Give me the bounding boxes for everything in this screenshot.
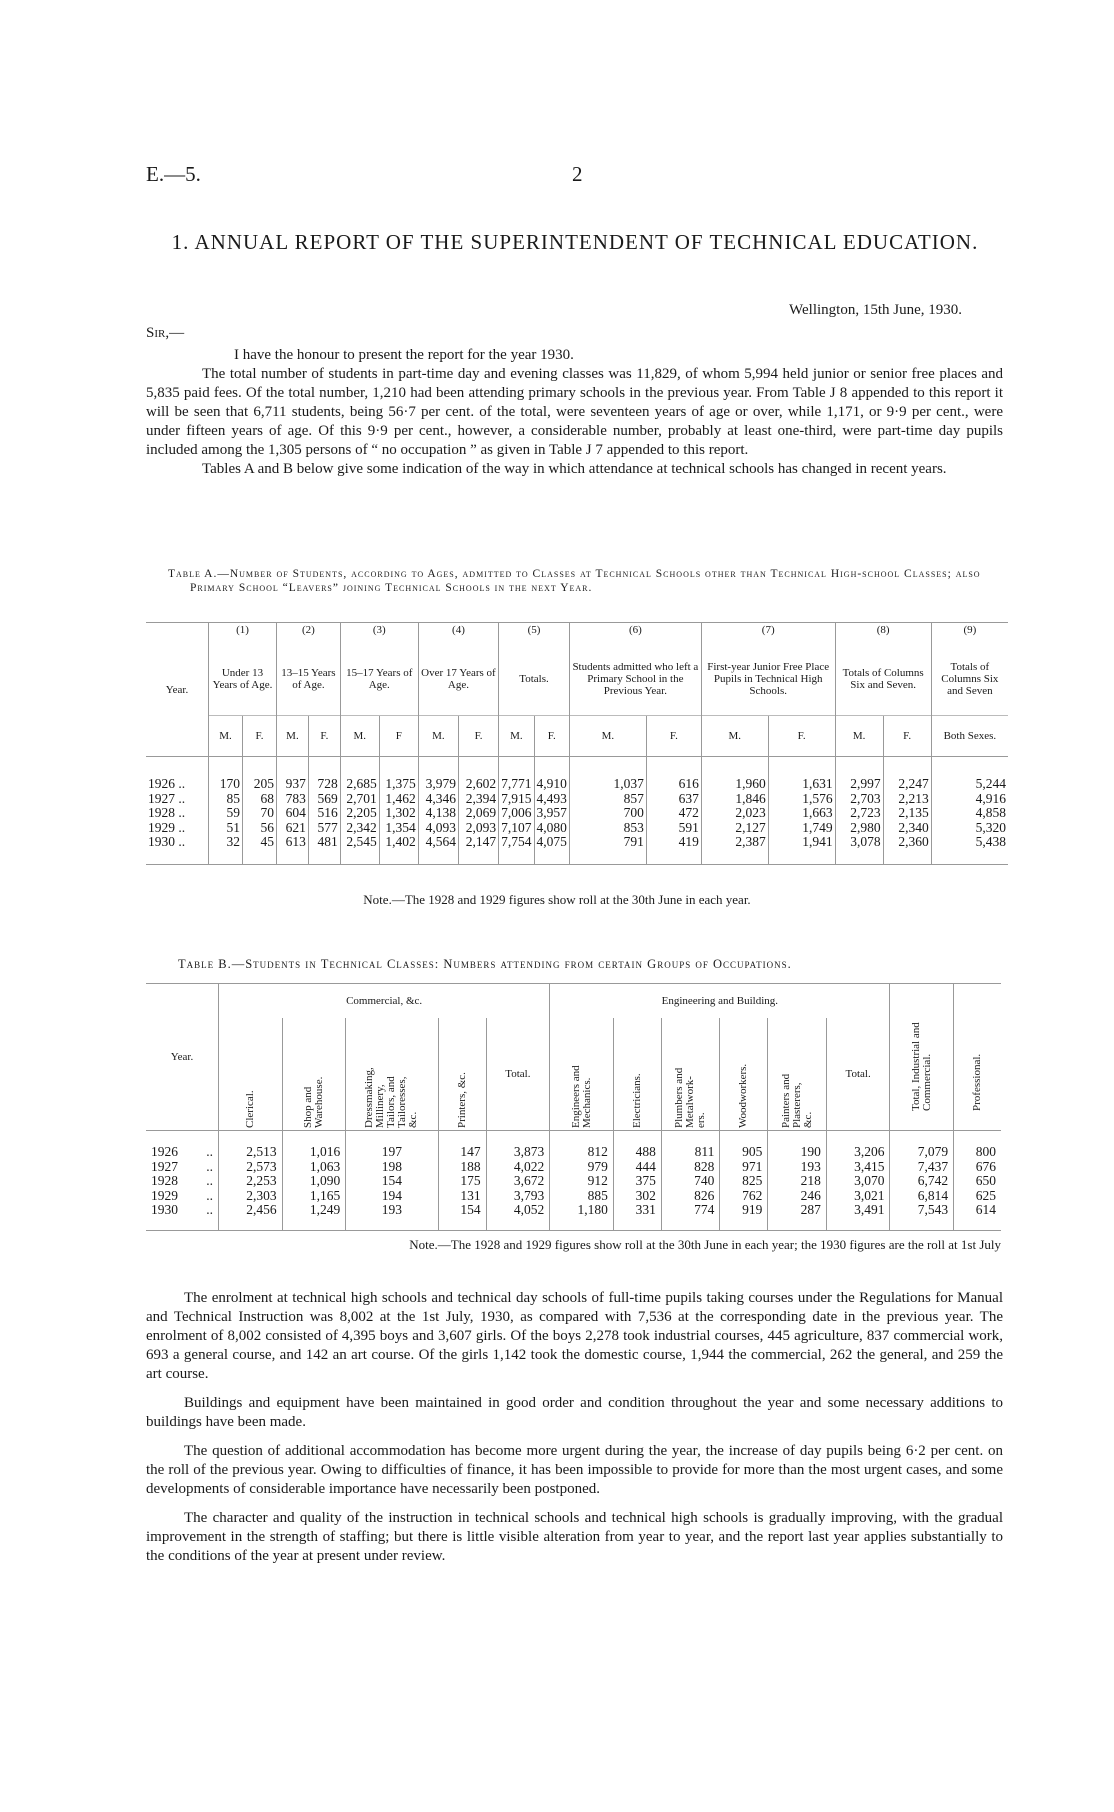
column-number: (3)	[372, 624, 386, 636]
leader-dots: ..	[206, 1187, 213, 1203]
value-cell: 3,873	[486, 1131, 550, 1160]
value-cell: 728	[308, 757, 340, 792]
year-header: Year.	[146, 623, 209, 757]
value-cell: 2,069	[458, 806, 498, 821]
value-cell: 197	[346, 1131, 438, 1160]
column-header	[209, 623, 277, 716]
value-cell: 7,543	[890, 1203, 954, 1230]
value-cell: 2,456	[219, 1203, 283, 1230]
table-row	[146, 1131, 1001, 1160]
year-label: 1930	[151, 1202, 178, 1217]
column-header	[438, 1018, 486, 1131]
value-cell: 488	[613, 1131, 661, 1160]
value-cell: 2,023	[701, 806, 768, 821]
year-cell: 1930 ..	[146, 835, 209, 864]
column-label: Painters and Plasterers, &c.	[779, 1073, 814, 1128]
value-cell: 1,375	[379, 757, 418, 792]
value-cell: 472	[646, 806, 701, 821]
column-header	[931, 623, 1008, 716]
year-label: 1926	[151, 1144, 178, 1159]
paragraph: The total number of students in part-time day and evening classes was 11,829, of whom 5,994 held junior or senior free places and 5,835 paid fees. Of the total number, 1,210 had been attending primary schools in the previous year. From Table J 8 appended to this report it will be seen that 6,711 students, being 56·7 per cent. of the total, were seventeen years of age or over, while 1,171, or 9·9 per cent., were under fifteen years of age. Of this 9·9 per cent., however, a considerable number, probably at least one-third, were part-time day pupils included among the 1,305 persons of “ no occupation ” as given in Table J 7 appended to this report.	[146, 366, 1003, 458]
value-cell: 516	[308, 806, 340, 821]
sex-label: M.	[499, 716, 534, 757]
value-cell: 3,979	[418, 757, 458, 792]
value-cell: 246	[768, 1189, 826, 1204]
value-cell: 4,080	[534, 821, 569, 836]
value-cell: 762	[720, 1189, 768, 1204]
value-cell: 1,749	[768, 821, 835, 836]
value-cell: 2,513	[219, 1131, 283, 1160]
year-header: Year.	[146, 984, 219, 1131]
value-cell: 1,037	[569, 757, 646, 792]
value-cell: 2,205	[340, 806, 379, 821]
sex-label: Both Sexes.	[931, 716, 1008, 757]
table-a-note: Note.—The 1928 and 1929 figures show roll at the 30th June in each year.	[363, 892, 751, 907]
column-title: 15–17 Years of Age.	[346, 667, 413, 691]
column-header	[282, 1018, 346, 1131]
value-cell: 2,394	[458, 792, 498, 807]
value-cell: 419	[646, 835, 701, 864]
value-cell: 175	[438, 1174, 486, 1189]
table-a	[146, 622, 1008, 865]
value-cell: 147	[438, 1131, 486, 1160]
year-cell: 1926 ..	[146, 757, 209, 792]
value-cell: 32	[209, 835, 243, 864]
value-cell: 2,545	[340, 835, 379, 864]
value-cell: 812	[550, 1131, 614, 1160]
value-cell: 3,491	[826, 1203, 890, 1230]
value-cell: 3,672	[486, 1174, 550, 1189]
value-cell: 676	[954, 1160, 1001, 1175]
column-header	[701, 623, 835, 716]
sex-label: F.	[242, 716, 276, 757]
value-cell: 70	[242, 806, 276, 821]
column-header	[276, 623, 340, 716]
value-cell: 3,793	[486, 1189, 550, 1204]
column-number: (5)	[527, 624, 541, 636]
value-cell: 2,340	[883, 821, 931, 836]
column-header	[826, 1018, 890, 1131]
value-cell: 7,107	[499, 821, 534, 836]
column-header	[219, 1018, 283, 1131]
leader-dots: ..	[206, 1144, 213, 1159]
sex-label: F	[379, 716, 418, 757]
sex-label: F.	[646, 716, 701, 757]
sex-label: F.	[458, 716, 498, 757]
value-cell: 1,249	[282, 1203, 346, 1230]
value-cell: 569	[308, 792, 340, 807]
value-cell: 604	[276, 806, 308, 821]
column-title: 13–15 Years of Age.	[281, 667, 336, 691]
column-title: First-year Junior Free Place Pupils in Technical High Schools.	[707, 661, 830, 697]
value-cell: 3,070	[826, 1174, 890, 1189]
value-cell: 1,846	[701, 792, 768, 807]
paragraph: The question of additional accommodation has become more urgent during the year, the increase of day pupils being 6·2 per cent. on the roll of the previous year. Owing to difficulties of finance, it has been impossible to provide for more than the most urgent cases, and some developments of considerable importance have necessarily been postponed.	[146, 1443, 1003, 1497]
value-cell: 591	[646, 821, 701, 836]
value-cell: 194	[346, 1189, 438, 1204]
value-cell: 4,564	[418, 835, 458, 864]
sex-label: F.	[534, 716, 569, 757]
paragraph: I have the honour to present the report for the year 1930.	[234, 347, 574, 363]
value-cell: 59	[209, 806, 243, 821]
sex-label: M.	[569, 716, 646, 757]
column-number: (4)	[452, 624, 465, 636]
value-cell: 1,165	[282, 1189, 346, 1204]
value-cell: 375	[613, 1174, 661, 1189]
value-cell: 616	[646, 757, 701, 792]
sex-label: M.	[209, 716, 243, 757]
table-a-caption: Table A.—Number of Students, according to Ages, admitted to Classes at Technical Schools other than Technical High-school Classes; also Primary School “Leavers” joining Technical Schools in the next Year.	[168, 568, 981, 594]
column-number: (8)	[876, 624, 890, 636]
value-cell: 577	[308, 821, 340, 836]
value-cell: 740	[661, 1174, 719, 1189]
value-cell: 7,915	[499, 792, 534, 807]
value-cell: 1,302	[379, 806, 418, 821]
column-label: Professional.	[971, 1053, 984, 1111]
sex-label: F.	[768, 716, 835, 757]
column-header	[346, 1018, 438, 1131]
value-cell: 131	[438, 1189, 486, 1204]
value-cell: 4,052	[486, 1203, 550, 1230]
table-row	[146, 792, 1008, 807]
value-cell: 51	[209, 821, 243, 836]
column-label: Electricians.	[630, 1073, 643, 1128]
value-cell: 2,980	[835, 821, 883, 836]
column-number: (1)	[236, 624, 249, 636]
paragraph: Tables A and B below give some indication of the way in which attendance at technical schools has changed in recent years.	[202, 461, 947, 477]
column-title: Totals.	[519, 673, 549, 685]
value-cell: 205	[242, 757, 276, 792]
value-cell: 828	[661, 1160, 719, 1175]
sex-label: M.	[835, 716, 883, 757]
value-cell: 85	[209, 792, 243, 807]
value-cell: 3,957	[534, 806, 569, 821]
value-cell: 170	[209, 757, 243, 792]
column-header	[569, 623, 701, 716]
year-cell	[146, 1189, 219, 1204]
value-cell: 625	[954, 1189, 1001, 1204]
year-cell: 1927 ..	[148, 790, 186, 806]
value-cell: 193	[346, 1203, 438, 1230]
value-cell: 4,093	[418, 821, 458, 836]
value-cell: 971	[720, 1160, 768, 1175]
table-b-note: Note.—The 1928 and 1929 figures show roll at the 30th June in each year; the 1930 figures are the roll at 1st July	[409, 1237, 1001, 1252]
value-cell: 3,206	[826, 1131, 890, 1160]
place-date: Wellington, 15th June, 1930.	[789, 302, 962, 318]
sex-label: F.	[883, 716, 931, 757]
value-cell: 2,303	[219, 1189, 283, 1204]
value-cell: 287	[768, 1203, 826, 1230]
value-cell: 302	[613, 1189, 661, 1204]
value-cell: 774	[661, 1203, 719, 1230]
value-cell: 2,253	[219, 1174, 283, 1189]
document-series: E.—5.	[146, 162, 201, 186]
column-header	[418, 623, 498, 716]
column-header	[486, 1018, 550, 1131]
value-cell: 4,493	[534, 792, 569, 807]
column-title: Totals of Columns Six and Seven.	[842, 667, 924, 691]
value-cell: 1,180	[550, 1203, 614, 1230]
value-cell: 2,247	[883, 757, 931, 792]
paragraph: The character and quality of the instruction in technical schools and technical high schools is gradually improving, with the gradual improvement in the strength of staffing; but there is little visible alteration from year to year, and the report last year applies substantially to the conditions of the year at present under review.	[146, 1510, 1003, 1564]
table-row	[146, 821, 1008, 836]
value-cell: 2,723	[835, 806, 883, 821]
value-cell: 4,138	[418, 806, 458, 821]
column-label: Woodworkers.	[737, 1063, 750, 1128]
value-cell: 613	[276, 835, 308, 864]
value-cell: 4,910	[534, 757, 569, 792]
value-cell: 331	[613, 1203, 661, 1230]
sex-label: M.	[340, 716, 379, 757]
value-cell: 650	[954, 1174, 1001, 1189]
column-header	[720, 1018, 768, 1131]
value-cell: 154	[438, 1203, 486, 1230]
table-row	[146, 835, 1008, 864]
value-cell: 2,147	[458, 835, 498, 864]
value-cell: 1,941	[768, 835, 835, 864]
leader-dots: ..	[206, 1173, 213, 1188]
value-cell: 7,754	[499, 835, 534, 864]
leader-dots: ..	[206, 1202, 213, 1217]
value-cell: 885	[550, 1189, 614, 1204]
table-row	[146, 757, 1008, 792]
column-label: Engineers and Mechanics.	[569, 1065, 593, 1128]
column-title: Totals of Columns Six and Seven	[941, 661, 999, 697]
value-cell: 7,079	[890, 1131, 954, 1160]
value-cell: 1,462	[379, 792, 418, 807]
table-row	[146, 1189, 1001, 1204]
value-cell: 826	[661, 1189, 719, 1204]
value-cell: 6,814	[890, 1189, 954, 1204]
column-header	[550, 1018, 614, 1131]
year-label: 1929	[151, 1187, 178, 1203]
value-cell: 4,916	[931, 792, 1008, 807]
value-cell: 198	[346, 1160, 438, 1175]
intro-text	[146, 346, 1003, 479]
value-cell: 791	[569, 835, 646, 864]
column-label: Dressmaking, Millinery, Tailors, and Tailoresses, &c.	[363, 1067, 420, 1128]
column-header	[661, 1018, 719, 1131]
value-cell: 5,320	[931, 821, 1008, 836]
sex-label: F.	[308, 716, 340, 757]
value-cell: 2,685	[340, 757, 379, 792]
leader-dots: ..	[206, 1158, 213, 1174]
report-title: 1. ANNUAL REPORT OF THE SUPERINTENDENT OF TECHNICAL EDUCATION.	[171, 230, 979, 254]
value-cell: 700	[569, 806, 646, 821]
sex-label: M.	[418, 716, 458, 757]
table-row	[146, 1160, 1001, 1175]
column-label: Total.	[505, 1067, 531, 1080]
column-label: Printers, &c.	[455, 1072, 468, 1128]
value-cell: 1,402	[379, 835, 418, 864]
value-cell: 481	[308, 835, 340, 864]
value-cell: 444	[613, 1160, 661, 1175]
year-cell: 1929 ..	[148, 819, 186, 835]
column-label: Shop and Warehouse.	[301, 1076, 325, 1128]
year-label: 1928	[151, 1173, 178, 1188]
column-number: (7)	[761, 624, 775, 636]
value-cell: 853	[569, 821, 646, 836]
column-title: Under 13 Years of Age.	[212, 667, 273, 691]
group-engineering-header: Engineering and Building.	[550, 984, 890, 1019]
value-cell: 56	[242, 821, 276, 836]
year-cell	[146, 1160, 219, 1175]
value-cell: 800	[954, 1131, 1001, 1160]
table-row	[146, 806, 1008, 821]
value-cell: 919	[720, 1203, 768, 1230]
value-cell: 2,573	[219, 1160, 283, 1175]
column-label: Clerical.	[243, 1090, 256, 1128]
value-cell: 811	[661, 1131, 719, 1160]
value-cell: 2,093	[458, 821, 498, 836]
value-cell: 7,771	[499, 757, 534, 792]
value-cell: 2,135	[883, 806, 931, 821]
value-cell: 1,576	[768, 792, 835, 807]
paragraph: Buildings and equipment have been maintained in good order and condition throughout the year and some necessary additions to buildings have been made.	[146, 1395, 1003, 1430]
value-cell: 7,437	[890, 1160, 954, 1175]
value-cell: 3,021	[826, 1189, 890, 1204]
value-cell: 3,415	[826, 1160, 890, 1175]
value-cell: 621	[276, 821, 308, 836]
value-cell: 2,997	[835, 757, 883, 792]
column-label: Plumbers and Metalwork- ers.	[673, 1067, 708, 1128]
value-cell: 1,960	[701, 757, 768, 792]
value-cell: 1,090	[282, 1174, 346, 1189]
value-cell: 188	[438, 1160, 486, 1175]
table-row	[146, 1174, 1001, 1189]
year-cell	[146, 1131, 219, 1160]
sex-label: M.	[276, 716, 308, 757]
column-header	[768, 1018, 826, 1131]
column-header	[954, 984, 1001, 1131]
page-number: 2	[572, 162, 583, 186]
table-b	[146, 983, 1001, 1231]
value-cell: 5,244	[931, 757, 1008, 792]
column-header	[890, 984, 954, 1131]
column-header	[613, 1018, 661, 1131]
value-cell: 2,387	[701, 835, 768, 864]
value-cell: 218	[768, 1174, 826, 1189]
column-header	[499, 623, 570, 716]
value-cell: 68	[242, 792, 276, 807]
value-cell: 1,354	[379, 821, 418, 836]
column-header	[340, 623, 418, 716]
value-cell: 45	[242, 835, 276, 864]
value-cell: 6,742	[890, 1174, 954, 1189]
salutation: Sir,—	[146, 325, 185, 341]
value-cell: 4,858	[931, 806, 1008, 821]
year-cell: 1928 ..	[148, 805, 186, 820]
value-cell: 905	[720, 1131, 768, 1160]
value-cell: 1,016	[282, 1131, 346, 1160]
value-cell: 5,438	[931, 835, 1008, 864]
value-cell: 1,631	[768, 757, 835, 792]
value-cell: 2,213	[883, 792, 931, 807]
value-cell: 2,701	[340, 792, 379, 807]
closing-text	[146, 1289, 1003, 1576]
value-cell: 190	[768, 1131, 826, 1160]
value-cell: 2,703	[835, 792, 883, 807]
value-cell: 825	[720, 1174, 768, 1189]
value-cell: 2,127	[701, 821, 768, 836]
table-row	[146, 1203, 1001, 1230]
value-cell: 4,075	[534, 835, 569, 864]
value-cell: 4,346	[418, 792, 458, 807]
table-b-caption: Table B.—Students in Technical Classes: Numbers attending from certain Groups of Occupations.	[178, 957, 792, 971]
column-number: (2)	[301, 624, 315, 636]
value-cell: 1,063	[282, 1160, 346, 1175]
sex-label: M.	[701, 716, 768, 757]
value-cell: 937	[276, 757, 308, 792]
value-cell: 193	[768, 1160, 826, 1175]
year-label: 1927	[151, 1158, 178, 1174]
year-cell	[146, 1174, 219, 1189]
group-commercial-header: Commercial, &c.	[219, 984, 550, 1019]
column-header	[835, 623, 931, 716]
column-title: Over 17 Years of Age.	[421, 667, 496, 691]
value-cell: 4,022	[486, 1160, 550, 1175]
value-cell: 7,006	[499, 806, 534, 821]
year-cell	[146, 1203, 219, 1230]
value-cell: 912	[550, 1174, 614, 1189]
value-cell: 614	[954, 1203, 1001, 1230]
value-cell: 2,602	[458, 757, 498, 792]
column-number: (9)	[963, 624, 977, 636]
value-cell: 783	[276, 792, 308, 807]
column-label: Total.	[845, 1067, 871, 1080]
value-cell: 154	[346, 1174, 438, 1189]
value-cell: 3,078	[835, 835, 883, 864]
value-cell: 857	[569, 792, 646, 807]
column-title: Students admitted who left a Primary School in the Previous Year.	[572, 661, 699, 697]
value-cell: 637	[646, 792, 701, 807]
column-number: (6)	[628, 624, 642, 636]
value-cell: 2,342	[340, 821, 379, 836]
value-cell: 979	[550, 1160, 614, 1175]
value-cell: 1,663	[768, 806, 835, 821]
column-label: Total, Industrial and Commercial.	[909, 1022, 933, 1111]
paragraph: The enrolment at technical high schools and technical day schools of full-time pupils taking courses under the Regulations for Manual and Technical Instruction was 8,002 at the 1st July, 1930, as compared with 7,536 at the corresponding date in the previous year. The enrolment of 8,002 consisted of 4,395 boys and 3,607 girls. Of the boys 2,278 took industrial courses, 445 agriculture, 837 commercial work, 693 a general course, and 142 an art course. Of the girls 1,142 took the domestic course, 1,944 the commercial, 262 the general, and 259 the art course.	[146, 1290, 1003, 1382]
value-cell: 2,360	[883, 835, 931, 864]
